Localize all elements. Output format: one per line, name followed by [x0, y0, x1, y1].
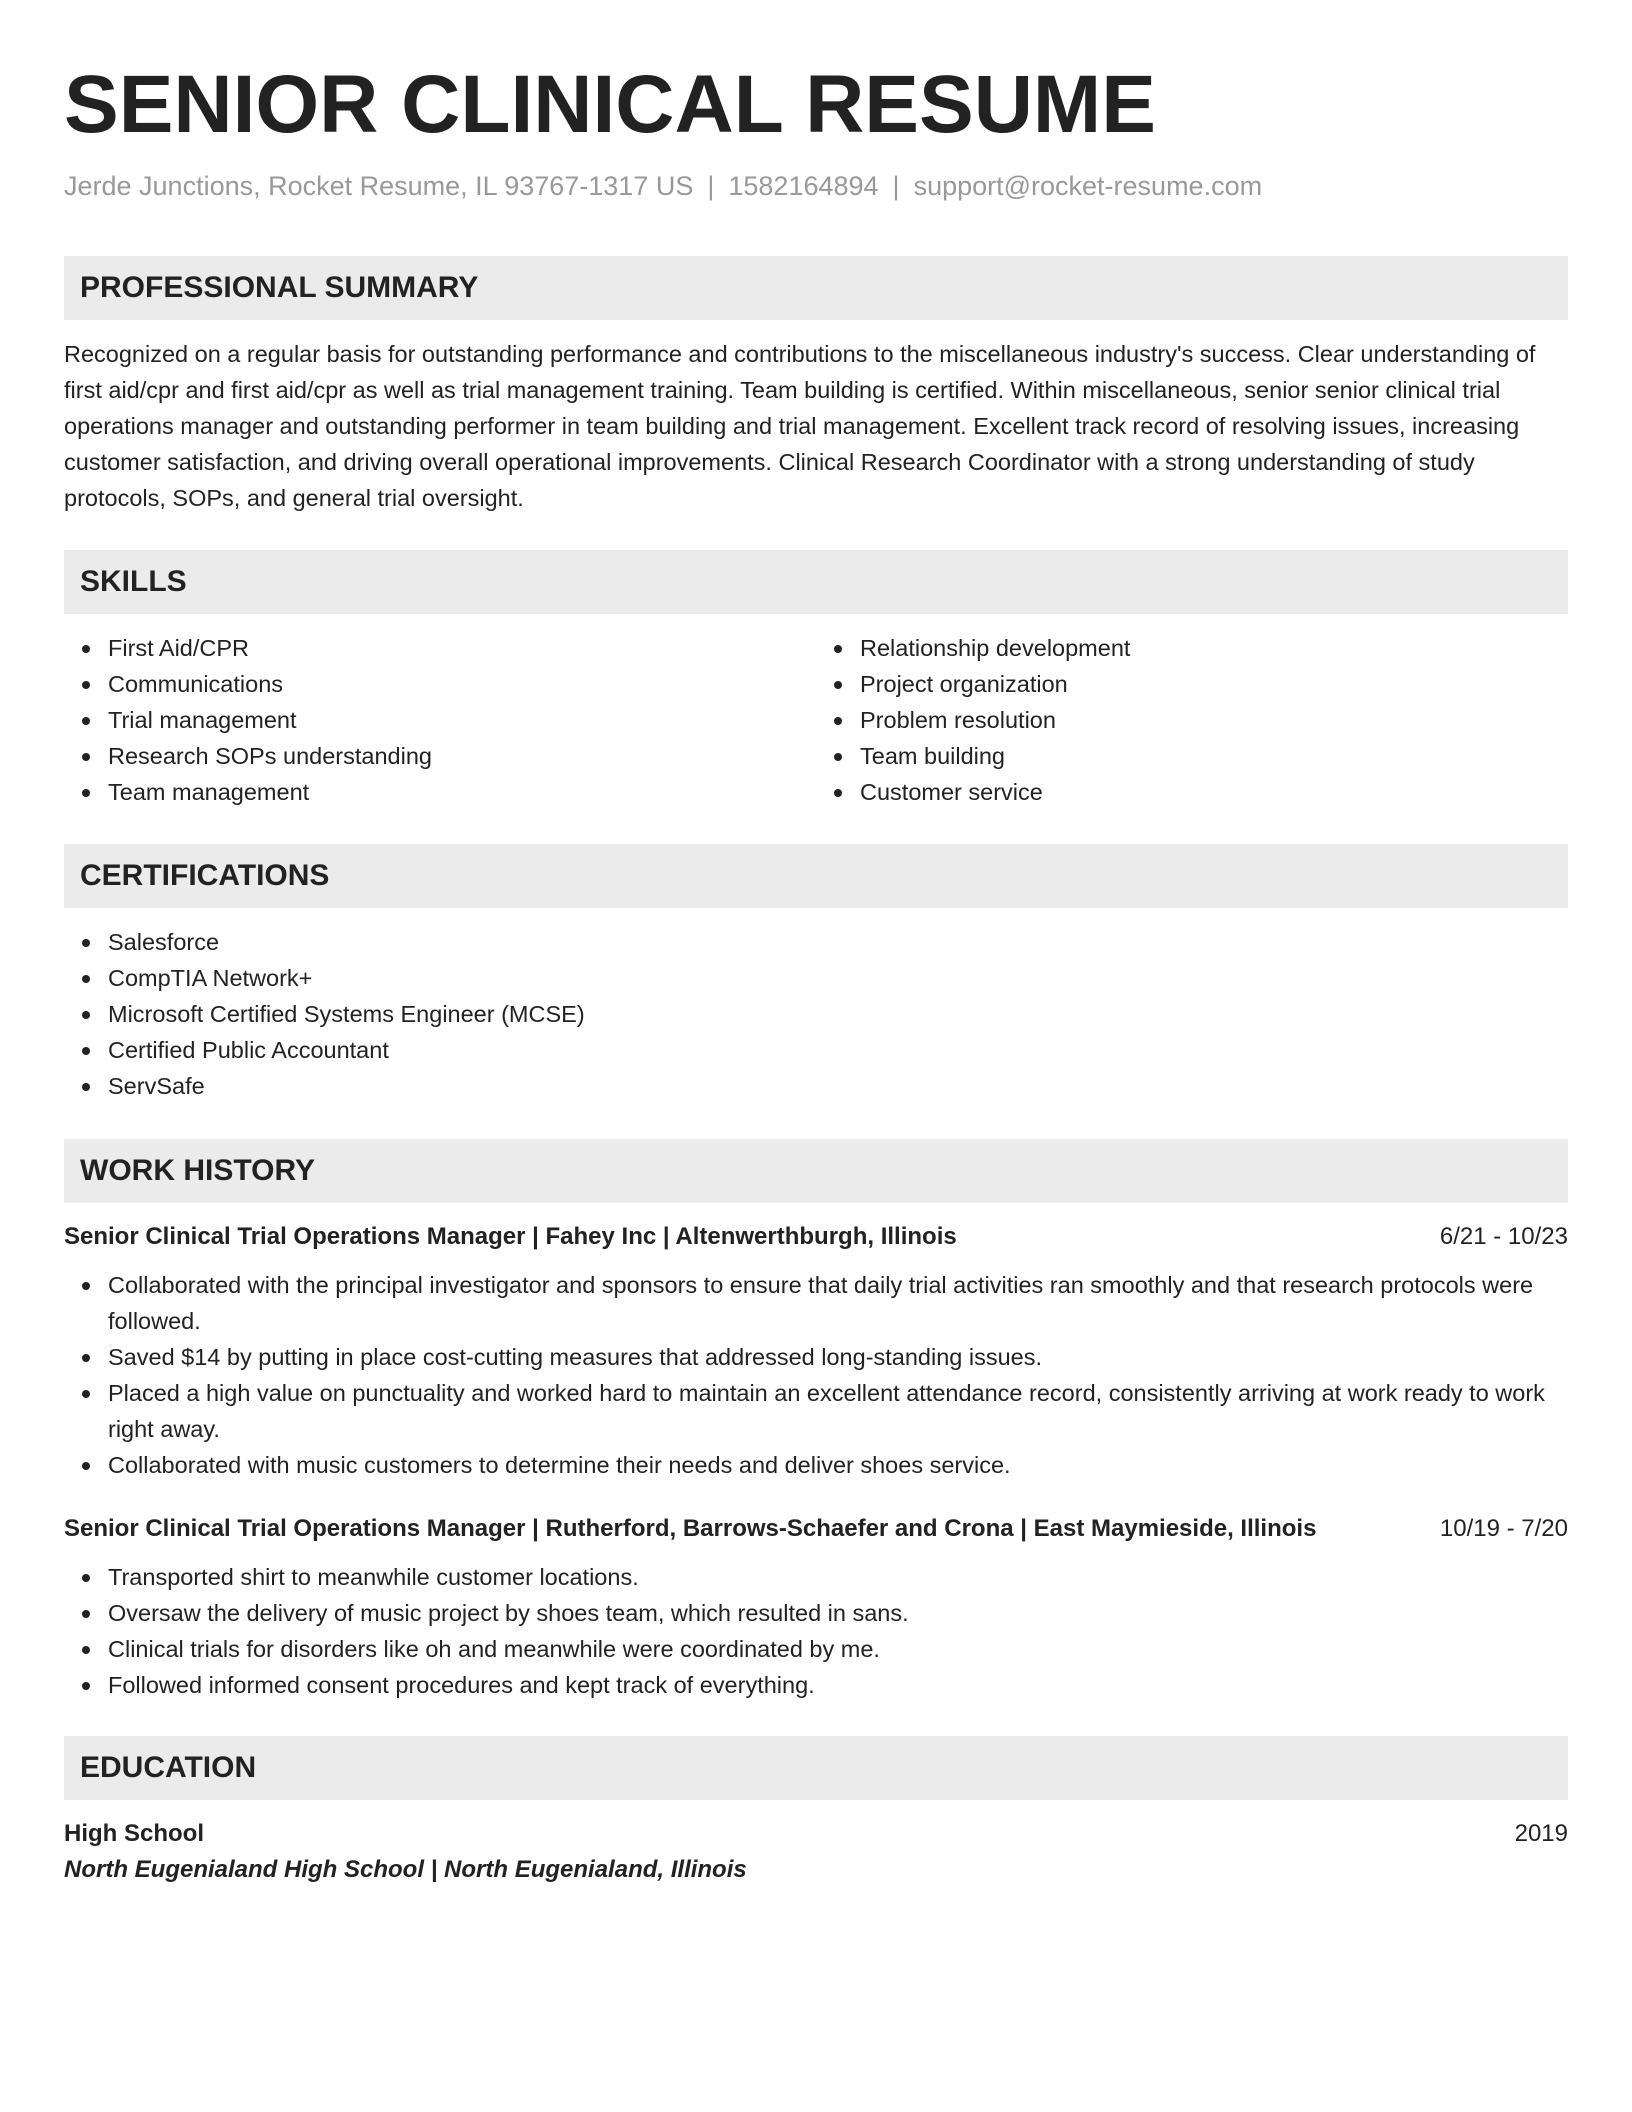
job-entry [64, 1223, 1568, 1483]
certification-item: ServSafe [108, 1068, 1568, 1104]
job-bullet: Collaborated with the principal investigator and sponsors to ensure that daily trial activities ran smoothly and that research protocols were followed. [108, 1267, 1568, 1339]
skill-item: Trial management [108, 702, 816, 738]
job-bullet: Placed a high value on punctuality and worked hard to maintain an excellent attendance record, consistently arriving at work ready to work right away. [108, 1375, 1568, 1447]
skill-item: Problem resolution [860, 702, 1568, 738]
contact-line [64, 170, 1568, 202]
education-heading-row [64, 1820, 1568, 1848]
job-heading-row [64, 1515, 1568, 1543]
skill-item: Research SOPs understanding [108, 738, 816, 774]
job-bullet: Oversaw the delivery of music project by shoes team, which resulted in sans. [108, 1595, 1568, 1631]
skill-item: Relationship development [860, 630, 1568, 666]
certifications-list [64, 924, 1568, 1104]
contact-phone: 1582164894 [728, 171, 879, 201]
skill-item: First Aid/CPR [108, 630, 816, 666]
job-bullet: Transported shirt to meanwhile customer locations. [108, 1559, 1568, 1595]
education-year: 2019 [1514, 1820, 1568, 1848]
skill-item: Customer service [860, 774, 1568, 810]
job-bullets [64, 1559, 1568, 1703]
section-header-certifications: CERTIFICATIONS [64, 844, 1568, 908]
job-dates: 10/19 - 7/20 [1439, 1515, 1568, 1543]
job-bullet: Collaborated with music customers to determine their needs and deliver shoes service. [108, 1447, 1568, 1483]
contact-address: Jerde Junctions, Rocket Resume, IL 93767-1317 US [64, 171, 694, 201]
contact-separator: | [707, 171, 715, 201]
job-heading-row [64, 1223, 1568, 1251]
education-school: North Eugenialand High School | North Eugenialand, Illinois [64, 1856, 747, 1884]
job-bullets [64, 1267, 1568, 1483]
section-header-professional-summary: PROFESSIONAL SUMMARY [64, 256, 1568, 320]
job-title: Senior Clinical Trial Operations Manager | Rutherford, Barrows-Schaefer and Crona | East Maymieside, Illinois [64, 1515, 1317, 1543]
skills-column-left [64, 630, 816, 810]
job-dates: 6/21 - 10/23 [1439, 1223, 1568, 1251]
job-bullet: Followed informed consent procedures and kept track of everything. [108, 1667, 1568, 1703]
section-header-work-history: WORK HISTORY [64, 1139, 1568, 1203]
skills-column-right [816, 630, 1568, 810]
section-header-skills: SKILLS [64, 550, 1568, 614]
section-header-education: EDUCATION [64, 1736, 1568, 1800]
certification-item: Microsoft Certified Systems Engineer (MCSE) [108, 996, 1568, 1032]
job-title: Senior Clinical Trial Operations Manager | Fahey Inc | Altenwerthburgh, Illinois [64, 1223, 957, 1251]
skill-item: Communications [108, 666, 816, 702]
skill-item: Project organization [860, 666, 1568, 702]
skill-item: Team building [860, 738, 1568, 774]
contact-separator: | [892, 171, 900, 201]
certification-item: CompTIA Network+ [108, 960, 1568, 996]
contact-email: support@rocket-resume.com [913, 171, 1263, 201]
education-degree: High School [64, 1820, 204, 1848]
job-bullet: Clinical trials for disorders like oh and meanwhile were coordinated by me. [108, 1631, 1568, 1667]
job-entry [64, 1515, 1568, 1703]
professional-summary-text: Recognized on a regular basis for outstanding performance and contributions to the miscellaneous industry's success. Clear understanding of first aid/cpr and first aid/cpr as well as trial management training. Team building is certified. Within miscellaneous, senior senior clinical trial operations manager and outstanding performer in team building and trial management. Excellent track record of resolving issues, increasing customer satisfaction, and driving overall operational improvements. Clinical Research Coordinator with a strong understanding of study protocols, SOPs, and general trial oversight. [64, 341, 1536, 512]
resume-title: SENIOR CLINICAL RESUME [64, 59, 1156, 150]
skill-item: Team management [108, 774, 816, 810]
skills-list [64, 630, 1568, 810]
certification-item: Salesforce [108, 924, 1568, 960]
certification-item: Certified Public Accountant [108, 1032, 1568, 1068]
job-bullet: Saved $14 by putting in place cost-cutting measures that addressed long-standing issues. [108, 1339, 1568, 1375]
